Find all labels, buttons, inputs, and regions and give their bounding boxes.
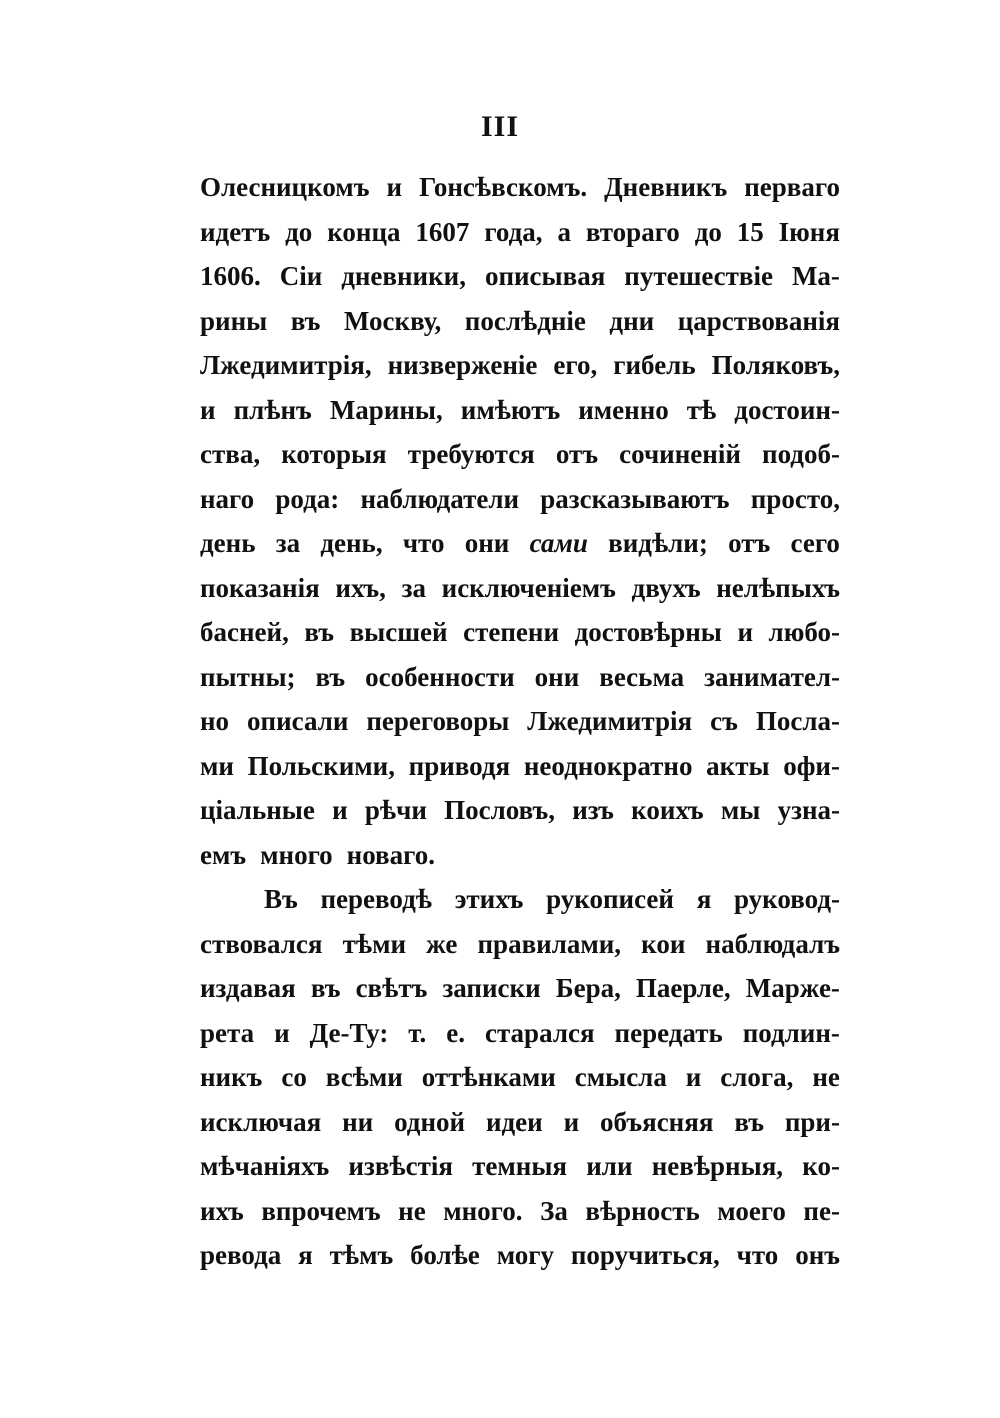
word: исключеніемъ: [441, 572, 616, 603]
word: которыя: [281, 439, 387, 469]
word: тѣмъ: [329, 1240, 394, 1270]
word: смысла: [574, 1062, 667, 1092]
word: записки: [442, 973, 541, 1003]
word: мы: [720, 795, 761, 825]
word: руковод-: [734, 884, 840, 914]
text-line: [200, 706, 840, 751]
word: исключая: [200, 1106, 322, 1137]
body-text: [200, 172, 840, 1285]
text-line: [200, 662, 840, 707]
word: Марины,: [329, 394, 443, 425]
word: конца: [327, 216, 401, 247]
word: въ: [310, 973, 341, 1003]
word: низверженіе: [387, 350, 538, 380]
word: всѣми: [325, 1062, 403, 1092]
word: наблюдатели: [360, 483, 520, 514]
word: и: [685, 1062, 702, 1092]
word: дневники,: [341, 261, 466, 291]
word: коихъ: [631, 795, 704, 825]
word: весьма: [599, 661, 685, 692]
word: со: [281, 1062, 307, 1092]
word: Польскими,: [247, 750, 395, 781]
word: свѣтъ: [355, 973, 428, 1003]
word: рета: [200, 1017, 255, 1048]
word: 1607: [415, 216, 470, 247]
text-line: [200, 617, 840, 662]
word: темныя: [472, 1151, 568, 1181]
word: и: [563, 1106, 580, 1137]
word: Паерле,: [635, 973, 731, 1003]
word: 1606.: [200, 261, 261, 291]
word: я: [298, 1240, 313, 1270]
text-line: [200, 261, 840, 306]
word: путешествіе: [624, 261, 773, 291]
word: ихъ: [200, 1195, 244, 1226]
word: переговоры: [366, 706, 510, 736]
word: за: [275, 528, 301, 558]
text-line: [200, 840, 840, 885]
word: что: [402, 528, 445, 558]
word: мѣчаніяхъ: [200, 1151, 330, 1181]
word: За: [540, 1195, 568, 1226]
text-line: [200, 751, 840, 796]
word: Бера,: [555, 973, 621, 1003]
word: и: [200, 394, 216, 425]
word: или: [586, 1151, 633, 1181]
word: ко-: [802, 1151, 840, 1181]
word: и: [386, 172, 403, 202]
word: сами: [529, 528, 588, 558]
word: Сіи: [279, 261, 323, 291]
word: Поляковъ,: [711, 350, 840, 380]
text-line: [200, 306, 840, 351]
word: разсказываютъ: [540, 483, 730, 514]
word: ни: [342, 1106, 374, 1137]
word: болѣе: [410, 1240, 480, 1270]
text-line: [200, 217, 840, 262]
word: офи-: [783, 750, 840, 781]
word: описали: [247, 706, 349, 736]
word: Олесницкомъ: [200, 172, 370, 202]
text-line: [200, 439, 840, 484]
word: отъ: [728, 528, 771, 558]
word: особенности: [365, 661, 515, 692]
word: съ: [710, 706, 738, 736]
word: ихъ,: [335, 572, 386, 603]
word: извѣстія: [348, 1151, 453, 1181]
word: ства,: [200, 439, 261, 469]
word: отъ: [555, 439, 599, 469]
word: же: [426, 928, 458, 959]
word: Марже-: [745, 973, 840, 1003]
word: рукописей: [546, 884, 674, 914]
word: онъ: [795, 1240, 840, 1270]
word: много.: [443, 1195, 523, 1226]
word: и: [332, 795, 348, 825]
word: перваго: [744, 172, 840, 202]
word: Пословъ,: [444, 795, 555, 825]
word: слога,: [720, 1062, 794, 1092]
word: изъ: [572, 795, 614, 825]
text-line: [200, 1240, 840, 1285]
word: его,: [553, 350, 598, 380]
word: ми: [200, 750, 234, 781]
word: гибель: [613, 350, 696, 380]
word: сочиненій: [619, 439, 741, 469]
word: день: [200, 528, 256, 558]
paragraph: [200, 884, 840, 1285]
word: новаго.: [346, 839, 435, 870]
word: наго: [200, 483, 255, 514]
word: поручиться,: [570, 1240, 720, 1270]
word: дни: [609, 305, 655, 336]
text-line: [200, 395, 840, 440]
word: занимател-: [704, 661, 840, 692]
word: показанія: [200, 572, 320, 603]
text-line: [200, 528, 840, 573]
word: высшей: [349, 617, 448, 647]
word: я: [696, 884, 712, 914]
text-line: [200, 1107, 840, 1152]
word: 15: [736, 216, 764, 247]
text-line: [200, 172, 840, 217]
word: рины: [200, 305, 268, 336]
word: идеи: [485, 1106, 543, 1137]
word: но: [200, 706, 230, 736]
word: ствовался: [200, 928, 323, 959]
word: плѣнъ: [233, 394, 312, 425]
word: невѣрныя,: [651, 1151, 784, 1181]
word: требуются: [407, 439, 535, 469]
word: именно: [578, 394, 669, 425]
word: моего: [717, 1195, 786, 1226]
word: рѣчи: [364, 795, 427, 825]
word: переводѣ: [320, 884, 432, 914]
word: не: [812, 1062, 840, 1092]
word: впрочемъ: [261, 1195, 381, 1226]
word: что: [736, 1240, 779, 1270]
word: подоб-: [762, 439, 840, 469]
word: Де-Ту:: [309, 1017, 389, 1048]
word: одной: [394, 1106, 466, 1137]
word: кои: [641, 928, 686, 959]
word: послѣдніе: [464, 305, 586, 336]
word: они: [534, 661, 580, 692]
text-line: [200, 350, 840, 395]
word: нелѣпыхъ: [716, 572, 840, 603]
word: день,: [320, 528, 383, 558]
word: Въ: [264, 884, 298, 914]
text-line: [200, 573, 840, 618]
text-line: [200, 1151, 840, 1196]
word: достовѣрны: [574, 617, 722, 647]
word: Москву,: [343, 305, 442, 336]
word: басней,: [200, 617, 289, 647]
word: тѣ: [686, 394, 717, 425]
word: Дневникъ: [604, 172, 728, 202]
word: имѣютъ: [460, 394, 561, 425]
word: наблюдалъ: [705, 928, 840, 959]
word: неоднократно: [523, 750, 693, 781]
word: Гонсѣвскомъ.: [419, 172, 588, 202]
word: вѣрность: [585, 1195, 700, 1226]
page-number: III: [480, 110, 520, 143]
word: въ: [304, 617, 335, 647]
word: при-: [784, 1106, 840, 1137]
text-line: [200, 884, 840, 929]
word: втораго: [585, 216, 680, 247]
word: передать: [614, 1017, 723, 1048]
word: Лжедимитрія,: [200, 350, 372, 380]
word: приводя: [408, 750, 511, 781]
word: они: [464, 528, 510, 558]
word: акты: [706, 750, 770, 781]
word: а: [557, 216, 571, 247]
word: и: [274, 1017, 290, 1048]
word: въ: [734, 1106, 764, 1137]
paragraph: [200, 172, 840, 884]
word: за: [401, 572, 426, 603]
word: года,: [484, 216, 543, 247]
word: царствованія: [677, 305, 840, 336]
word: пе-: [803, 1195, 840, 1226]
word: Ма-: [791, 261, 840, 291]
word: двухъ: [631, 572, 701, 603]
word: Лжедимитрія: [527, 706, 693, 736]
word: никъ: [200, 1062, 263, 1092]
text-line: [200, 929, 840, 974]
word: въ: [315, 661, 346, 692]
word: просто,: [750, 483, 840, 514]
word: оттѣнками: [421, 1062, 556, 1092]
word: и: [737, 617, 753, 647]
word: сего: [790, 528, 840, 558]
text-line: [200, 1018, 840, 1063]
text-line: [200, 1062, 840, 1107]
word: е.: [446, 1017, 465, 1048]
word: емъ: [200, 839, 247, 870]
word: подлин-: [742, 1017, 840, 1048]
word: много: [260, 839, 333, 870]
word: объясняя: [600, 1106, 714, 1137]
word: не: [398, 1195, 426, 1226]
word: до: [285, 216, 313, 247]
word: въ: [290, 305, 321, 336]
word: старался: [484, 1017, 595, 1048]
word: видѣли;: [608, 528, 708, 558]
word: этихъ: [454, 884, 524, 914]
word: идетъ: [200, 216, 271, 247]
word: описывая: [484, 261, 606, 291]
word: узна-: [777, 795, 840, 825]
word: т.: [408, 1017, 427, 1048]
word: рода:: [275, 483, 340, 514]
word: тѣми: [342, 928, 407, 959]
word: издавая: [200, 973, 296, 1003]
text-line: [200, 484, 840, 529]
word: до: [694, 216, 722, 247]
text-line: [200, 973, 840, 1018]
word: Іюня: [778, 216, 840, 247]
text-line: [200, 795, 840, 840]
word: пытны;: [200, 661, 296, 692]
word: могу: [496, 1240, 554, 1270]
word: достоин-: [734, 394, 840, 425]
word: степени: [463, 617, 560, 647]
word: ревода: [200, 1240, 282, 1270]
word: ціальные: [200, 795, 315, 825]
word: правилами,: [477, 928, 622, 959]
word: Посла-: [755, 706, 840, 736]
text-line: [200, 1196, 840, 1241]
word: любо-: [768, 617, 840, 647]
